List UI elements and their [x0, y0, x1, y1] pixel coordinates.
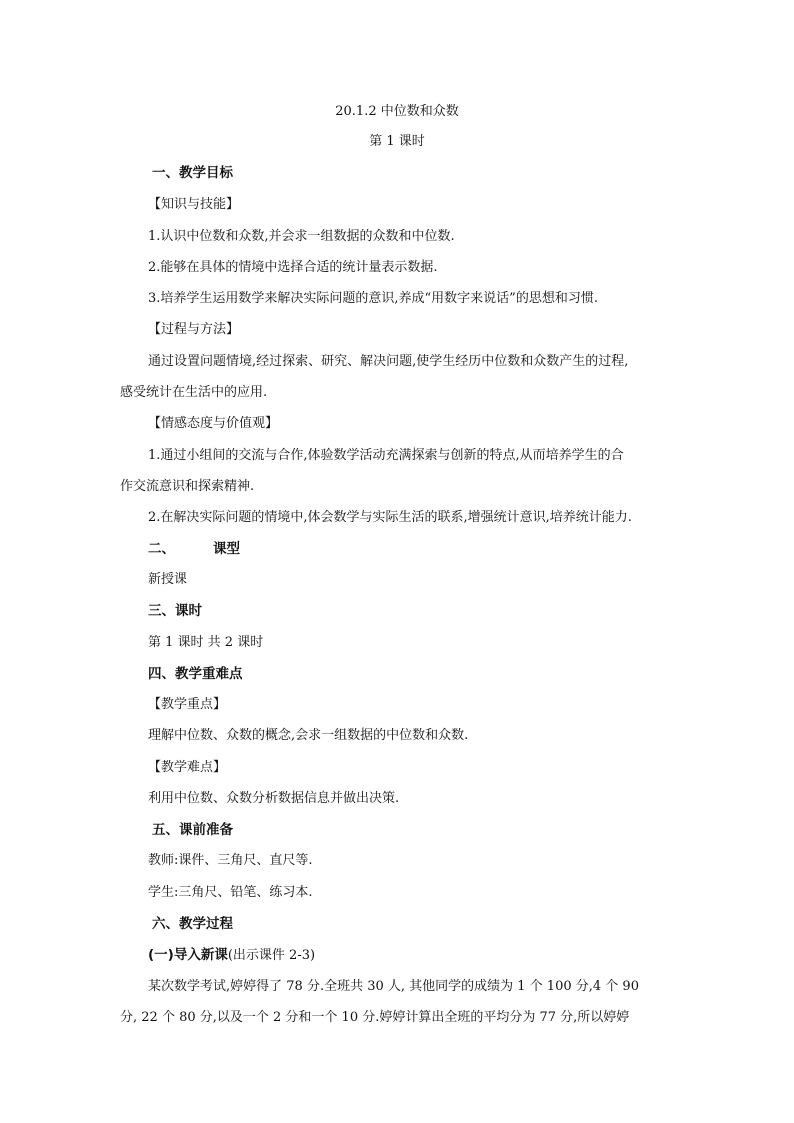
section-2-number: 二、 — [148, 541, 175, 557]
teacher-prep: 教师:课件、三角尺、直尺等. — [148, 853, 313, 868]
section-3-content: 第 1 课时 共 2 课时 — [148, 635, 264, 650]
process-label: 【过程与方法】 — [148, 322, 240, 337]
attitude-item-2: 2.在解决实际问题的情境中,体会数学与实际生活的联系,增强统计意识,培养统计能力. — [148, 510, 632, 525]
doc-title: 20.1.2 中位数和众数 — [335, 104, 459, 119]
intro-paragraph-line-2: 分, 22 个 80 分,以及一个 2 分和一个 10 分.婷婷计算出全班的平均分为 77 分,所以婷婷 — [120, 1010, 630, 1025]
doc-subtitle: 第 1 课时 — [369, 134, 425, 149]
attitude-label: 【情感态度与价值观】 — [148, 416, 279, 431]
intro-subheading-title: (一)导入新课 — [148, 947, 228, 963]
section-5-heading: 五、课前准备 — [152, 822, 233, 838]
knowledge-item-1: 1.认识中位数和众数,并会求一组数据的众数和中位数. — [148, 229, 455, 244]
knowledge-label: 【知识与技能】 — [148, 197, 240, 212]
attitude-item-1-line-2: 作交流意识和探索精神. — [120, 479, 255, 494]
section-4-heading: 四、教学重难点 — [148, 666, 243, 682]
difficulty-label: 【教学难点】 — [148, 760, 227, 775]
intro-subheading — [148, 947, 315, 964]
key-point-content: 理解中位数、众数的概念,会求一组数据的中位数和众数. — [148, 728, 469, 743]
process-line-1: 通过设置问题情境,经过探索、研究、解决问题,使学生经历中位数和众数产生的过程, — [148, 354, 629, 369]
difficulty-content: 利用中位数、众数分析数据信息并做出决策. — [148, 791, 400, 806]
section-6-heading: 六、教学过程 — [152, 916, 233, 932]
process-line-2: 感受统计在生活中的应用. — [120, 385, 268, 400]
intro-subheading-note: (出示课件 2-3) — [227, 948, 316, 963]
section-1-heading: 一、教学目标 — [152, 165, 233, 181]
knowledge-item-3: 3.培养学生运用数学来解决实际问题的意识,养成“用数字来说话”的思想和习惯. — [148, 291, 598, 306]
section-2-content: 新授课 — [148, 572, 188, 587]
attitude-item-1-line-1: 1.通过小组间的交流与合作,体验数学活动充满探索与创新的特点,从而培养学生的合 — [148, 448, 624, 463]
section-2-label: 课型 — [213, 541, 240, 557]
section-3-heading: 三、课时 — [148, 603, 202, 619]
section-2-heading — [148, 541, 240, 557]
student-prep: 学生:三角尺、铅笔、练习本. — [148, 885, 313, 900]
key-point-label: 【教学重点】 — [148, 697, 227, 712]
intro-paragraph-line-1: 某次数学考试,婷婷得了 78 分.全班共 30 人, 其他同学的成绩为 1 个 100 分,4 个 90 — [148, 979, 639, 994]
knowledge-item-2: 2.能够在具体的情境中选择合适的统计量表示数据. — [148, 260, 438, 275]
